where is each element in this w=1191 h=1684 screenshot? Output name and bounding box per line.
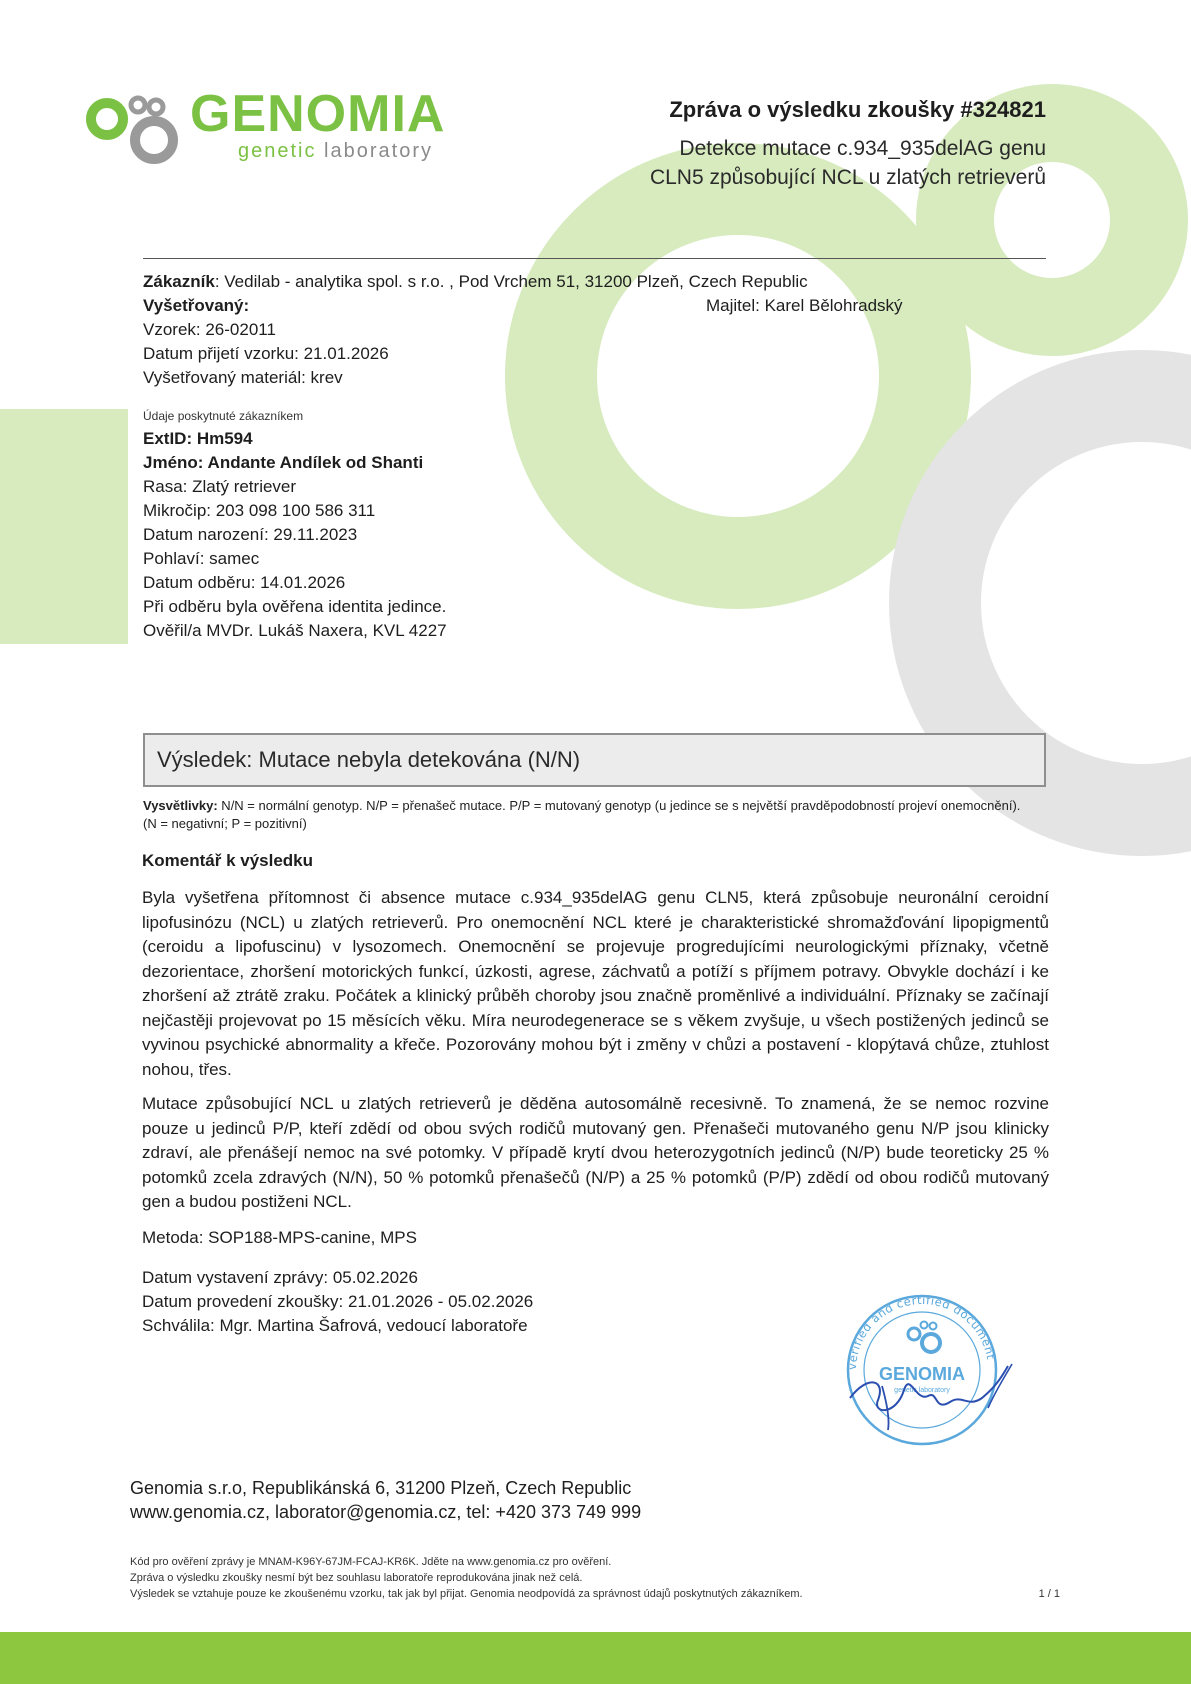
report-title: Zpráva o výsledku zkoušky #324821 [669, 97, 1046, 122]
customer-label: Zákazník [143, 272, 215, 291]
svg-text:verified and certified documen [845, 1293, 998, 1370]
identity-note: Při odběru byla ověřena identita jedince. [143, 597, 447, 616]
comment-paragraph: Mutace způsobující NCL u zlatých retrieverů je děděna autosomálně recesivně. To znamená, že se nemoc rozvine pouze u jedinců P/P, kteří zdědí od obou svých rodičů mutovaný gen. Přenašeči mutovaného genu N/P jsou klinicky zdraví, ale přenášejí nemoc na své potomky. V případě krytí dvou heterozygotních jedinců (N/P) bude teoreticky 25 % potomků zcela zdravých (N/N), 50 % potomků přenašečů (N/P) a 25 % potomků (P/P) zdědí od obou rodičů mutovaný gen a budou postiženi NCL. [142, 1094, 1049, 1211]
footer-address-block [130, 1476, 641, 1524]
divider [143, 258, 1046, 259]
ext-id: ExtID: Hm594 [143, 429, 253, 448]
comment-heading: Komentář k výsledku [142, 851, 314, 870]
legend-label: Vysvětlivky: [143, 798, 218, 813]
material: Vyšetřovaný materiál: krev [143, 368, 343, 387]
stamp-sub: genetic laboratory [894, 1387, 950, 1394]
decor-ring-green-large [551, 189, 925, 563]
birth-date: Datum narození: 29.11.2023 [143, 525, 358, 544]
result-box: Výsledek: Mutace nebyla detekována (N/N) [143, 733, 1046, 787]
method: Metoda: SOP188-MPS-canine, MPS [142, 1228, 417, 1247]
sex: Pohlaví: samec [143, 549, 260, 568]
customer-line [143, 270, 808, 294]
report-description [586, 134, 1046, 192]
stamp-brand: GENOMIA [878, 1364, 966, 1384]
report-description-line: Detekce mutace c.934_935delAG genu [679, 137, 1046, 160]
decor-side-bar [0, 409, 128, 644]
report-description-line: CLN5 způsobující NCL u zlatých retrieverů [649, 166, 1046, 189]
performed-date: Datum provedení zkoušky: 21.01.2026 - 05.02.2026 [142, 1292, 534, 1311]
animal-name: Jméno: Andante Andílek od Shanti [143, 453, 424, 472]
stamp-logo-icon [908, 1322, 940, 1353]
stamp-ring-text: verified and certified document [844, 1292, 999, 1371]
certification-stamp [838, 1290, 1018, 1450]
customer-data-caption: Údaje poskytnuté zákazníkem [143, 409, 304, 423]
sample-id: Vzorek: 26-02011 [143, 320, 276, 339]
examined-label: Vyšetřovaný: [143, 296, 250, 315]
brand-subtitle [238, 139, 433, 163]
owner: Majitel: Karel Bělohradský [706, 296, 903, 315]
brand-sub-rest: laboratory [316, 140, 433, 162]
microchip: Mikročip: 203 098 100 586 311 [143, 501, 376, 520]
legend-text: N/N = normální genotyp. N/P = přenašeč mutace. P/P = mutovaný genotyp (u jedince se s největší pravděpodobností projeví onemocnění). (N = negativní; P = pozitivní) [143, 798, 1021, 831]
page-number: 1 / 1 [1038, 1588, 1060, 1600]
customer-value: : Vedilab - analytika spol. s r.o. , Pod Vrchem 51, 31200 Plzeň, Czech Republic [214, 272, 808, 291]
brand-sub-colored: genetic [238, 140, 317, 162]
brand-name: GENOMIA [190, 85, 446, 143]
logo-mark-icon [84, 88, 194, 178]
reproduction-note: Zpráva o výsledku zkoušky nesmí být bez souhlasu laboratoře reprodukována jinak než celá. [130, 1572, 583, 1584]
issued-date: Datum vystavení zprávy: 05.02.2026 [142, 1268, 418, 1287]
comment-paragraph: Byla vyšetřena přítomnost či absence mutace c.934_935delAG genu CLN5, která způsobuje neuronální ceroidní lipofusinózu (NCL) u zlatých retrieverů. Pro onemocnění NCL které je charakteristické shromažďování lipopigmentů (ceroidu a lipofuscinu) v lysozomech. Onemocnění se projevuje progredujícími neurologickými příznaky, včetně dezorientace, zhoršení motorických funkcí, úzkosti, agrese, záchvatů a potíží s příjmem potravy. Obvykle dochází i ke zhoršení až ztrátě zraku. Počátek a klinický průběh choroby jsou značně proměnlivé a individuální. Příznaky se začínají nejčastěji projevovat po 15 měsících věku. Míra neurodegenerace se s věkem zvyšuje, u všech postižených jedinců se vyvinou psychické abnormality a křeče. Pozorovány mohou být i změny v chůzi a postavení - klopýtavá chůze, ztuhlost nohou, třes. [142, 888, 1049, 1079]
breed: Rasa: Zlatý retriever [143, 477, 297, 496]
liability-note: Výsledek se vztahuje pouze ke zkoušenému vzorku, tak jak byl přijat. Genomia neodpovídá za správnost údajů poskytnutých zákazníkem. [130, 1588, 803, 1600]
footer-contact: www.genomia.cz, laborator@genomia.cz, tel: +420 373 749 999 [130, 1502, 642, 1522]
received-date: Datum přijetí vzorku: 21.01.2026 [143, 344, 389, 363]
footer-band [0, 1632, 1191, 1684]
verification-note: Kód pro ověření zprávy je MNAM-K96Y-67JM-FCAJ-KR6K. Jděte na www.genomia.cz pro ověření. [130, 1556, 612, 1568]
approved-by: Schválila: Mgr. Martina Šafrová, vedoucí laboratoře [142, 1316, 528, 1335]
verified-by: Ověřil/a MVDr. Lukáš Naxera, KVL 4227 [143, 621, 447, 640]
collection-date: Datum odběru: 14.01.2026 [143, 573, 346, 592]
footer-address: Genomia s.r.o, Republikánská 6, 31200 Plzeň, Czech Republic [130, 1478, 632, 1498]
legend [143, 797, 1023, 833]
